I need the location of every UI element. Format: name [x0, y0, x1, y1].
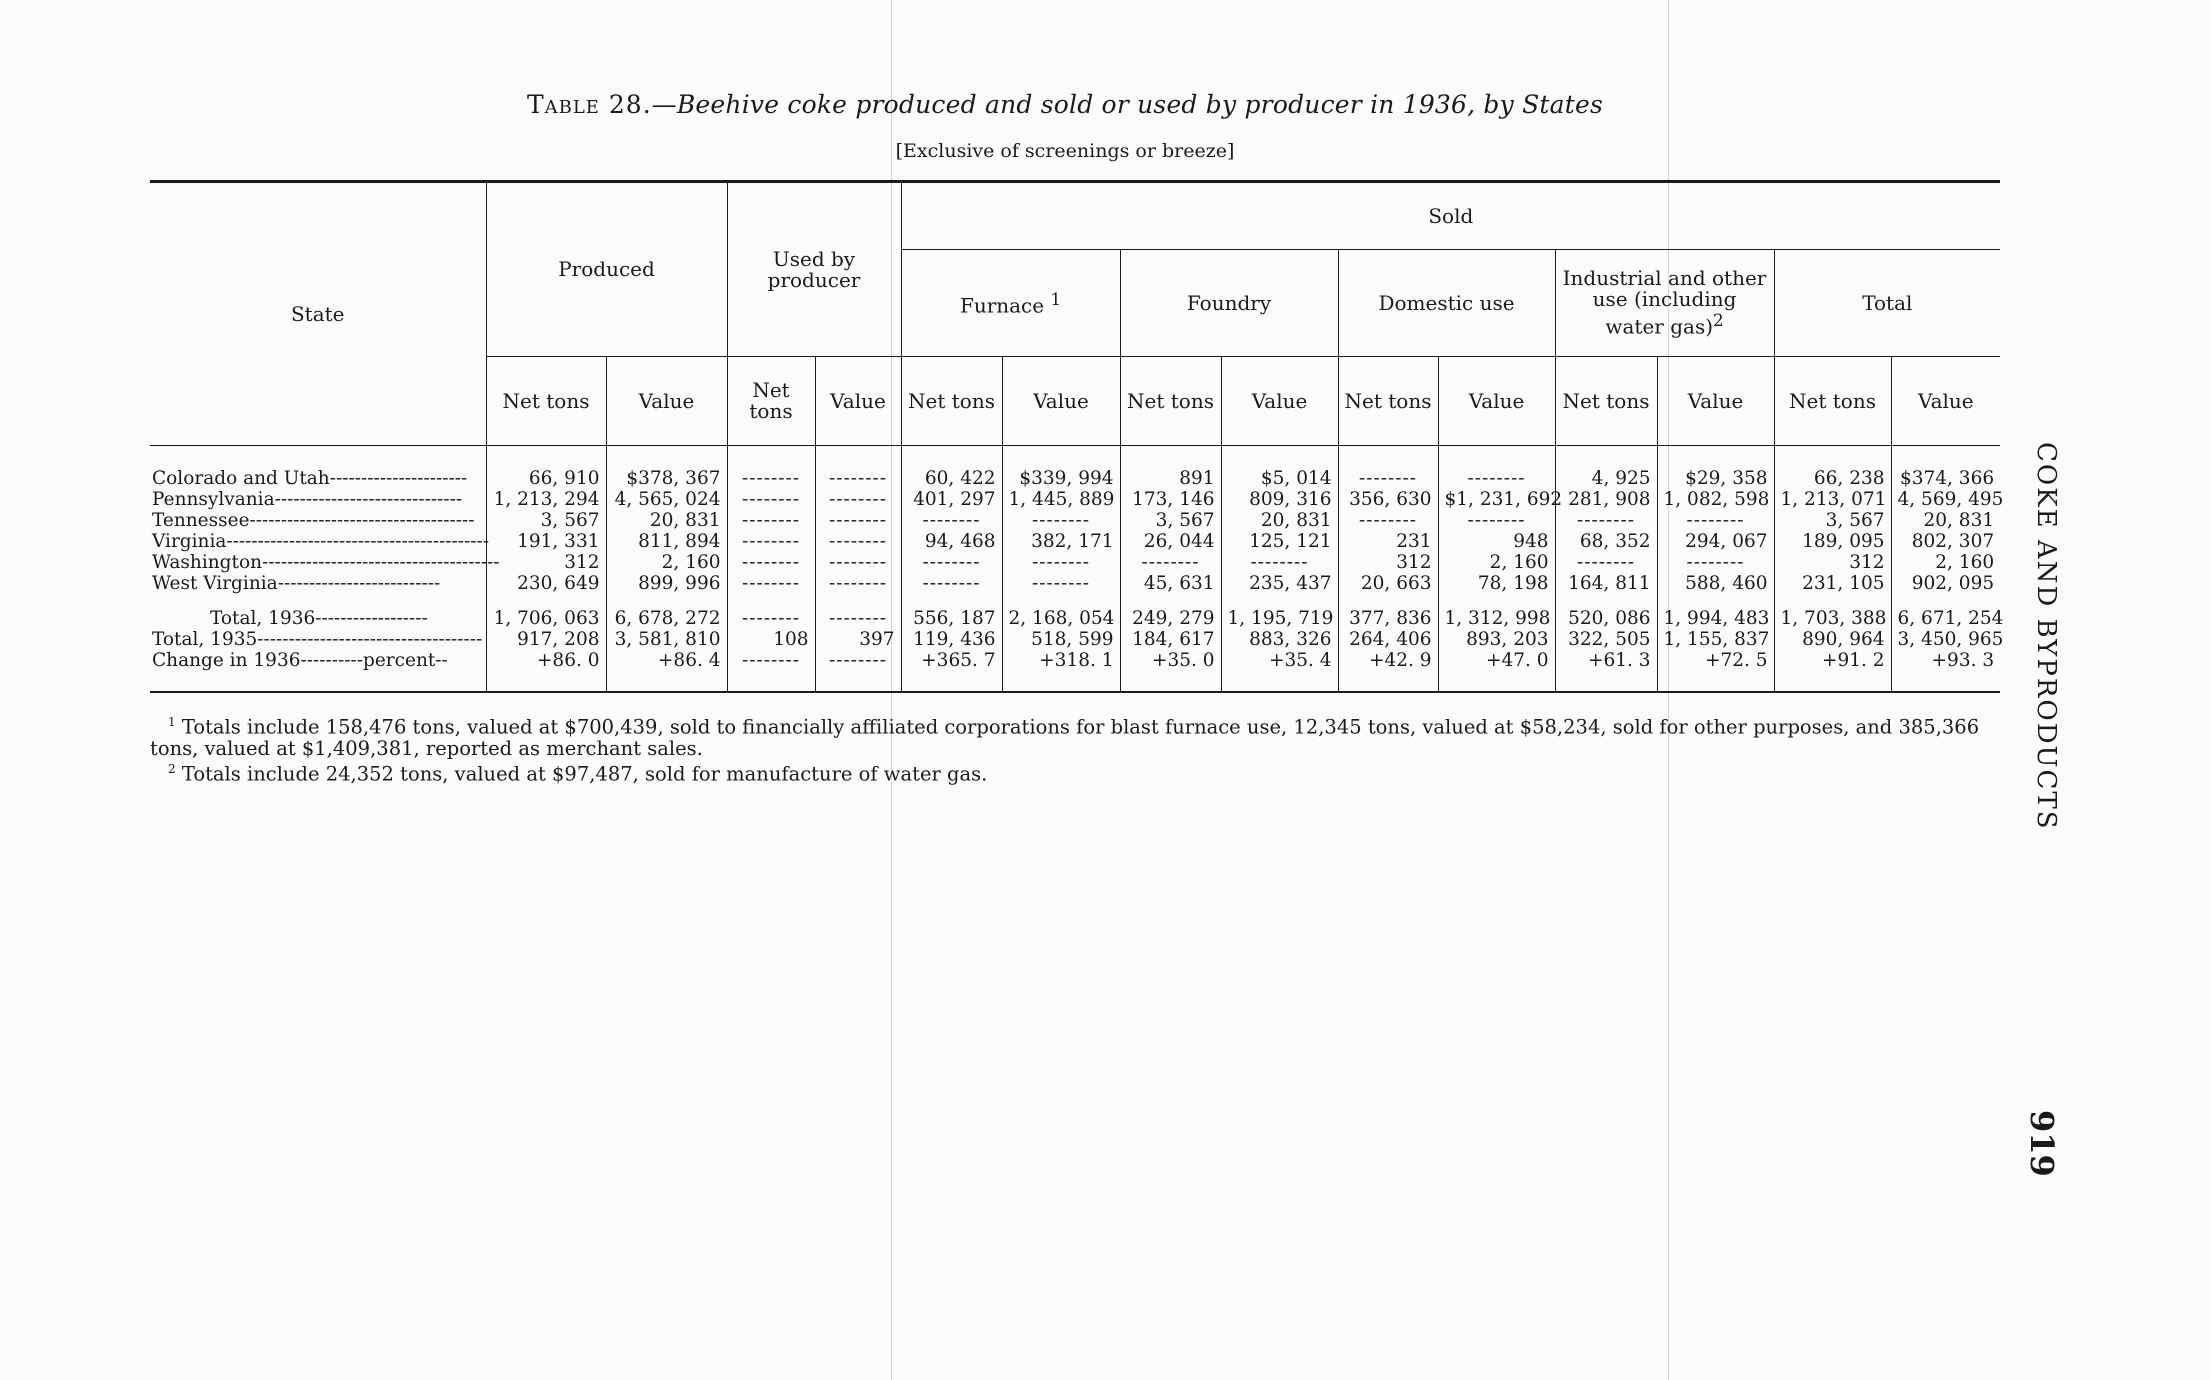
state-cell: Total, 1936------------------: [150, 594, 486, 629]
data-cell: 184, 617: [1120, 629, 1221, 650]
header-industrial-label: Industrial and other use (including water gas): [1562, 266, 1767, 339]
data-cell: --------: [1120, 552, 1221, 573]
data-cell: 312: [486, 552, 606, 573]
header-foundry: Foundry: [1120, 250, 1338, 357]
data-cell: --------: [727, 552, 815, 573]
data-cell: 1, 312, 998: [1438, 594, 1555, 629]
data-cell: 377, 836: [1338, 594, 1438, 629]
subheader-value: Value: [815, 357, 901, 446]
state-cell: Total, 1935------------------------------------: [150, 629, 486, 650]
subheader-value: Value: [1002, 357, 1120, 446]
state-cell: Virginia------------------------------------------: [152, 531, 489, 552]
data-cell: 1, 213, 294: [486, 489, 606, 510]
data-cell: --------: [727, 489, 815, 510]
data-cell: $5, 014: [1221, 446, 1338, 490]
data-cell: 6, 678, 272: [606, 594, 727, 629]
page-number: 919: [2023, 1110, 2061, 1177]
data-cell: +93. 3: [1891, 650, 2000, 692]
data-cell: 2, 160: [1935, 552, 1995, 573]
data-cell: 1, 155, 837: [1657, 629, 1774, 650]
data-cell: 890, 964: [1774, 629, 1891, 650]
data-cell: 2, 160: [606, 552, 727, 573]
header-furnace-label: Furnace: [959, 293, 1045, 318]
data-cell: 893, 203: [1438, 629, 1555, 650]
data-cell: 4, 565, 024: [606, 489, 727, 510]
data-cell: 125, 121: [1221, 531, 1338, 552]
data-cell: +35. 4: [1221, 650, 1338, 692]
state-cell: West Virginia--------------------------: [150, 573, 486, 594]
data-cell: 3, 567: [1774, 510, 1891, 531]
data-cell: --------: [1338, 446, 1438, 490]
data-cell: --------: [901, 510, 1002, 531]
data-cell: +365. 7: [901, 650, 1002, 692]
data-cell: 1, 706, 063: [486, 594, 606, 629]
header-produced: Produced: [486, 182, 727, 357]
data-cell: +47. 0: [1438, 650, 1555, 692]
data-cell: 948: [1438, 531, 1555, 552]
data-cell: +42. 9: [1338, 650, 1438, 692]
data-cell: 6, 671, 254: [1897, 608, 2004, 629]
state-name: Virginia: [152, 531, 227, 552]
data-cell: $378, 367: [606, 446, 727, 490]
data-cell: 281, 908: [1555, 489, 1657, 510]
state-name: Colorado and Utah: [152, 468, 330, 489]
data-cell: 164, 811: [1555, 573, 1657, 594]
data-cell: 20, 663: [1338, 573, 1438, 594]
header-furnace: [901, 250, 1120, 357]
data-cell: --------: [727, 446, 815, 490]
table-row: [150, 531, 2000, 552]
footnote-text: Totals include 24,352 tons, valued at $97,487, sold for manufacture of water gas.: [181, 762, 988, 785]
data-cell: 1, 195, 719: [1221, 594, 1338, 629]
data-cell: 191, 331: [486, 531, 606, 552]
data-cell: --------: [1002, 510, 1120, 531]
data-cell: 230, 649: [486, 573, 606, 594]
data-cell: 1, 213, 071: [1774, 489, 1891, 510]
footnote-1: [150, 712, 1990, 759]
data-cell: --------: [1438, 446, 1555, 490]
data-cell: $339, 994: [1002, 446, 1120, 490]
data-cell: 45, 631: [1120, 573, 1221, 594]
data-cell: 520, 086: [1555, 594, 1657, 629]
data-cell: --------: [815, 573, 901, 594]
data-cell: --------: [1657, 552, 1774, 573]
data-cell: --------: [1002, 573, 1120, 594]
data-cell: --------: [815, 650, 901, 692]
footnote-ref-2: 2: [1713, 311, 1724, 331]
subheader-value: Value: [1221, 357, 1338, 446]
state-name: West Virginia: [152, 573, 278, 594]
data-cell: 397: [815, 629, 901, 650]
data-cell: +318. 1: [1002, 650, 1120, 692]
data-cell: +91. 2: [1774, 650, 1891, 692]
data-cell: 883, 326: [1221, 629, 1338, 650]
data-cell: +86. 0: [486, 650, 606, 692]
data-cell: 811, 894: [606, 531, 727, 552]
data-cell: 322, 505: [1555, 629, 1657, 650]
data-cell: --------: [1002, 552, 1120, 573]
data-cell: 294, 067: [1657, 531, 1774, 552]
data-cell: --------: [1555, 552, 1657, 573]
unit-label: percent: [363, 650, 436, 671]
data-cell: --------: [815, 594, 901, 629]
data-cell: --------: [901, 573, 1002, 594]
subheader-value: Value: [606, 357, 727, 446]
data-cell: 26, 044: [1120, 531, 1221, 552]
table-title: [150, 90, 1980, 119]
header-industrial: [1555, 250, 1774, 357]
table-body: [150, 446, 2004, 693]
data-cell: --------: [727, 573, 815, 594]
table-label: Table 28.: [526, 90, 652, 119]
coke-table: [150, 180, 2004, 693]
subheader-net-tons: Net tons: [901, 357, 1002, 446]
footnote-mark: 1: [168, 715, 176, 729]
data-cell: 20, 831: [606, 510, 727, 531]
header-state: State: [150, 182, 486, 446]
state-name: Washington: [152, 552, 263, 573]
data-cell: 264, 406: [1338, 629, 1438, 650]
data-cell: 2, 160: [1438, 552, 1555, 573]
data-cell: +61. 3: [1555, 650, 1657, 692]
data-cell: --------: [901, 552, 1002, 573]
subheader-value: Value: [1657, 357, 1774, 446]
state-name: Tennessee: [152, 510, 250, 531]
data-cell: 891: [1120, 446, 1221, 490]
data-cell: 235, 437: [1221, 573, 1338, 594]
header-sold: Sold: [901, 182, 2000, 250]
data-cell: --------: [815, 510, 901, 531]
table-title-text: —Beehive coke produced and sold or used by producer in 1936, by States: [651, 90, 1604, 119]
data-cell: 66, 910: [486, 446, 606, 490]
data-cell: 108: [727, 629, 815, 650]
data-cell: 20, 831: [1923, 510, 1995, 531]
data-cell: 3, 567: [1120, 510, 1221, 531]
data-cell: $29, 358: [1657, 446, 1774, 490]
state-name: Total, 1935: [152, 629, 258, 650]
table-row: [150, 629, 2000, 650]
footnote-ref-1: 1: [1050, 290, 1062, 310]
subheader-net-tons: Net tons: [1120, 357, 1221, 446]
subheader-net-tons: Net tons: [1774, 357, 1891, 446]
subheader-net-tons: Net tons: [727, 357, 815, 446]
data-cell: --------: [815, 489, 901, 510]
table-row: [150, 489, 2000, 510]
data-cell: --------: [815, 446, 901, 490]
data-cell: --------: [1657, 510, 1774, 531]
state-name: Total, 1936: [210, 608, 316, 629]
data-cell: $1, 231, 692: [1438, 489, 1555, 510]
data-cell: 78, 198: [1438, 573, 1555, 594]
footnote-text: Totals include 158,476 tons, valued at $700,439, sold to financially affiliated corporations for blast furnace use, 12,345 tons, valued at $58,234, sold for other purposes, and 385,366 tons, valued at $1,409,381, reported as merchant sales.: [150, 715, 1980, 760]
data-cell: 382, 171: [1002, 531, 1120, 552]
data-cell: 94, 468: [901, 531, 1002, 552]
header-total: Total: [1774, 250, 2000, 357]
data-cell: 1, 082, 598: [1657, 489, 1774, 510]
data-cell: 231, 105: [1774, 573, 1891, 594]
data-cell: 312: [1338, 552, 1438, 573]
data-cell: --------: [815, 552, 901, 573]
running-head: COKE AND BYPRODUCTS: [2031, 442, 2061, 831]
data-cell: +86. 4: [606, 650, 727, 692]
data-cell: 119, 436: [901, 629, 1002, 650]
subheader-net-tons: Net tons: [1555, 357, 1657, 446]
state-cell: Colorado and Utah----------------------: [150, 446, 486, 490]
header-used-by-producer: Used by producer: [727, 182, 901, 357]
subheader-value: Value: [1438, 357, 1555, 446]
data-cell: 249, 279: [1120, 594, 1221, 629]
table-row: [150, 594, 2000, 629]
header-domestic: Domestic use: [1338, 250, 1555, 357]
footnote-2: [150, 759, 1990, 785]
data-cell: 189, 095: [1774, 531, 1891, 552]
state-name: Pennsylvania: [152, 489, 275, 510]
table-row: [150, 446, 2000, 490]
data-cell: --------: [1338, 510, 1438, 531]
data-cell: 1, 703, 388: [1774, 594, 1891, 629]
state-name: Change in 1936: [152, 650, 301, 671]
subheader-net-tons: Net tons: [486, 357, 606, 446]
data-cell: 917, 208: [486, 629, 606, 650]
data-cell: 1, 445, 889: [1002, 489, 1120, 510]
data-cell: 518, 599: [1002, 629, 1120, 650]
state-cell: Change in 1936----------percent--: [150, 650, 486, 692]
data-cell: 173, 146: [1120, 489, 1221, 510]
state-cell: Washington--------------------------------------: [152, 552, 500, 573]
state-cell: Pennsylvania------------------------------: [150, 489, 486, 510]
data-cell: 3, 450, 965: [1897, 629, 2004, 650]
data-cell: 3, 581, 810: [606, 629, 727, 650]
data-cell: $374, 366: [1899, 468, 1995, 489]
data-cell: 588, 460: [1657, 573, 1774, 594]
data-cell: 356, 630: [1338, 489, 1438, 510]
data-cell: 809, 316: [1221, 489, 1338, 510]
footnotes: [150, 712, 1990, 784]
data-cell: 902, 095: [1911, 573, 1995, 594]
data-cell: 68, 352: [1555, 531, 1657, 552]
data-cell: 556, 187: [901, 594, 1002, 629]
footnote-mark: 2: [168, 761, 176, 776]
data-cell: 4, 925: [1555, 446, 1657, 490]
data-cell: 4, 569, 495: [1897, 489, 2004, 510]
data-cell: 899, 996: [606, 573, 727, 594]
data-cell: 401, 297: [901, 489, 1002, 510]
data-cell: 231: [1338, 531, 1438, 552]
table-row: [150, 650, 2000, 692]
subheader-value: Value: [1891, 357, 2000, 446]
table-row: [150, 573, 2000, 594]
data-cell: --------: [1221, 552, 1338, 573]
data-cell: --------: [727, 510, 815, 531]
data-cell: +35. 0: [1120, 650, 1221, 692]
table-subtitle: [Exclusive of screenings or breeze]: [895, 140, 1235, 162]
data-cell: --------: [1555, 510, 1657, 531]
subheader-net-tons: Net tons: [1338, 357, 1438, 446]
data-cell: 20, 831: [1221, 510, 1338, 531]
state-cell: Tennessee------------------------------------: [150, 510, 486, 531]
data-cell: 3, 567: [486, 510, 606, 531]
data-cell: 312: [1774, 552, 1891, 573]
data-cell: 2, 168, 054: [1002, 594, 1120, 629]
data-cell: +72. 5: [1657, 650, 1774, 692]
data-cell: --------: [1438, 510, 1555, 531]
data-cell: 66, 238: [1774, 446, 1891, 490]
data-cell: --------: [727, 650, 815, 692]
table-row: [150, 510, 2000, 531]
data-cell: --------: [727, 594, 815, 629]
data-cell: 1, 994, 483: [1657, 594, 1774, 629]
data-cell: 60, 422: [901, 446, 1002, 490]
data-cell: --------: [727, 531, 815, 552]
table-row: [150, 552, 2000, 573]
data-cell: 802, 307: [1911, 531, 1995, 552]
data-cell: --------: [815, 531, 901, 552]
